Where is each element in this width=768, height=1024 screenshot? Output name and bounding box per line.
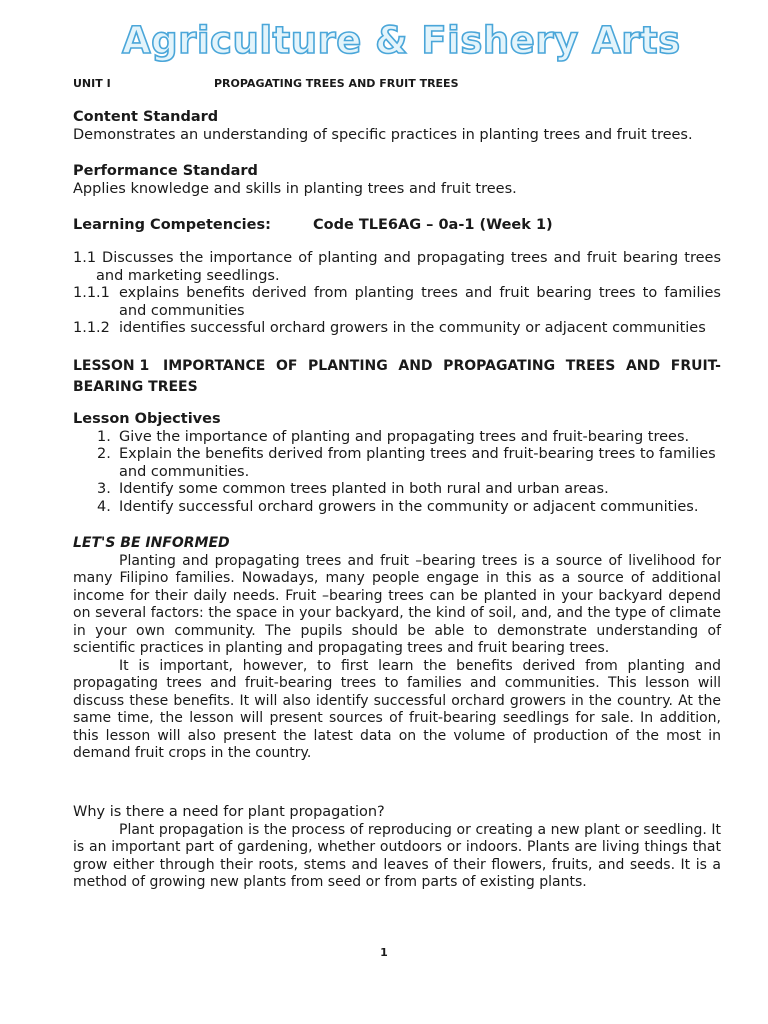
propagation-paragraph: Plant propagation is the process of reproducing or creating a new plant or seedling. It is an important part of gardening, whether outdoors or indoors. Plants are living things that grow either through their roots, stems and leaves of their flowers, fruits, and seeds. It is a method of growing new plants from seed or from parts of existing plants. xyxy=(73,821,721,890)
objective-number: 3. xyxy=(97,481,111,497)
unit-topic: PROPAGATING TREES AND FRUIT TREES xyxy=(214,77,459,90)
objective-item xyxy=(73,446,721,481)
page-number: 1 xyxy=(380,946,388,959)
objectives-list xyxy=(73,429,721,517)
competencies-line xyxy=(73,217,553,233)
competency-text: identifies successful orchard growers in the community or adjacent communities xyxy=(119,320,706,336)
performance-standard-section xyxy=(73,163,721,198)
competencies-heading: Learning Competencies: xyxy=(73,217,271,233)
lesson-title: IMPORTANCE OF PLANTING AND PROPAGATING TREES AND FRUIT-BEARING TREES xyxy=(73,358,721,395)
performance-standard-heading: Performance Standard xyxy=(73,163,258,179)
unit-line xyxy=(73,77,459,90)
competency-code: Code TLE6AG – 0a-1 (Week 1) xyxy=(313,217,553,233)
objective-number: 4. xyxy=(97,498,111,515)
competencies-list xyxy=(73,250,721,338)
competency-item xyxy=(73,320,721,338)
content-standard-text: Demonstrates an understanding of specific practices in planting trees and fruit trees. xyxy=(73,126,693,143)
objective-item xyxy=(73,499,721,517)
objective-text: Explain the benefits derived from planting trees and fruit-bearing trees to families and communities. xyxy=(119,446,716,480)
competency-number: 1.1.2 xyxy=(73,320,110,336)
informed-paragraph-2: It is important, however, to first learn the benefits derived from planting and propagating trees and fruit-bearing trees to families and communities. This lesson will discuss these benefits. It will also identify successful orchard growers in the country. At the same time, the lesson will present sources of fruit-bearing seedlings for sale. In addition, this lesson will also present the latest data on the volume of production of the most in demand fruit crops in the country. xyxy=(73,657,721,761)
objectives-heading: Lesson Objectives xyxy=(73,411,221,427)
competency-number: 1.1.1 xyxy=(73,285,110,301)
content-standard-section xyxy=(73,109,721,144)
objective-number: 2. xyxy=(97,446,111,462)
informed-heading: LET'S BE INFORMED xyxy=(73,535,230,551)
propagation-section xyxy=(73,804,721,892)
propagation-question: Why is there a need for plant propagation? xyxy=(73,804,385,820)
objective-number: 1. xyxy=(97,428,111,445)
performance-standard-text: Applies knowledge and skills in planting trees and fruit trees. xyxy=(73,180,517,197)
objective-text: Identify successful orchard growers in the community or adjacent communities. xyxy=(119,498,699,515)
competency-item: 1.1 Discusses the importance of planting and propagating trees and fruit bearing trees and marketing seedlings. xyxy=(73,250,721,284)
informed-paragraph-1: Planting and propagating trees and fruit –bearing trees is a source of livelihood for many Filipino families. Nowadays, many people engage in this as a source of additional income for their daily needs. Fruit –bearing trees can be planted in your backyard depend on several factors: the space in your backyard, the kind of soil, and, and the type of climate in your own community. The pupils should be able to demonstrate understanding of scientific practices in planting and propagating trees and fruit bearing trees. xyxy=(73,552,721,656)
content-standard-heading: Content Standard xyxy=(73,109,219,125)
document-title: Agriculture & Fishery Arts xyxy=(122,19,681,62)
lesson-heading xyxy=(73,356,721,398)
lesson-number: LESSON 1 xyxy=(73,358,150,374)
objective-item xyxy=(73,481,721,499)
objective-text: Give the importance of planting and propagating trees and fruit-bearing trees. xyxy=(119,428,690,445)
objective-text: Identify some common trees planted in both rural and urban areas. xyxy=(119,481,609,497)
competency-item xyxy=(73,285,721,320)
objectives-section xyxy=(73,411,721,516)
informed-section xyxy=(73,535,721,763)
competency-text: explains benefits derived from planting trees and fruit bearing trees to families and communities xyxy=(119,285,721,319)
objective-item xyxy=(73,429,721,447)
unit-label: UNIT I xyxy=(73,77,111,90)
